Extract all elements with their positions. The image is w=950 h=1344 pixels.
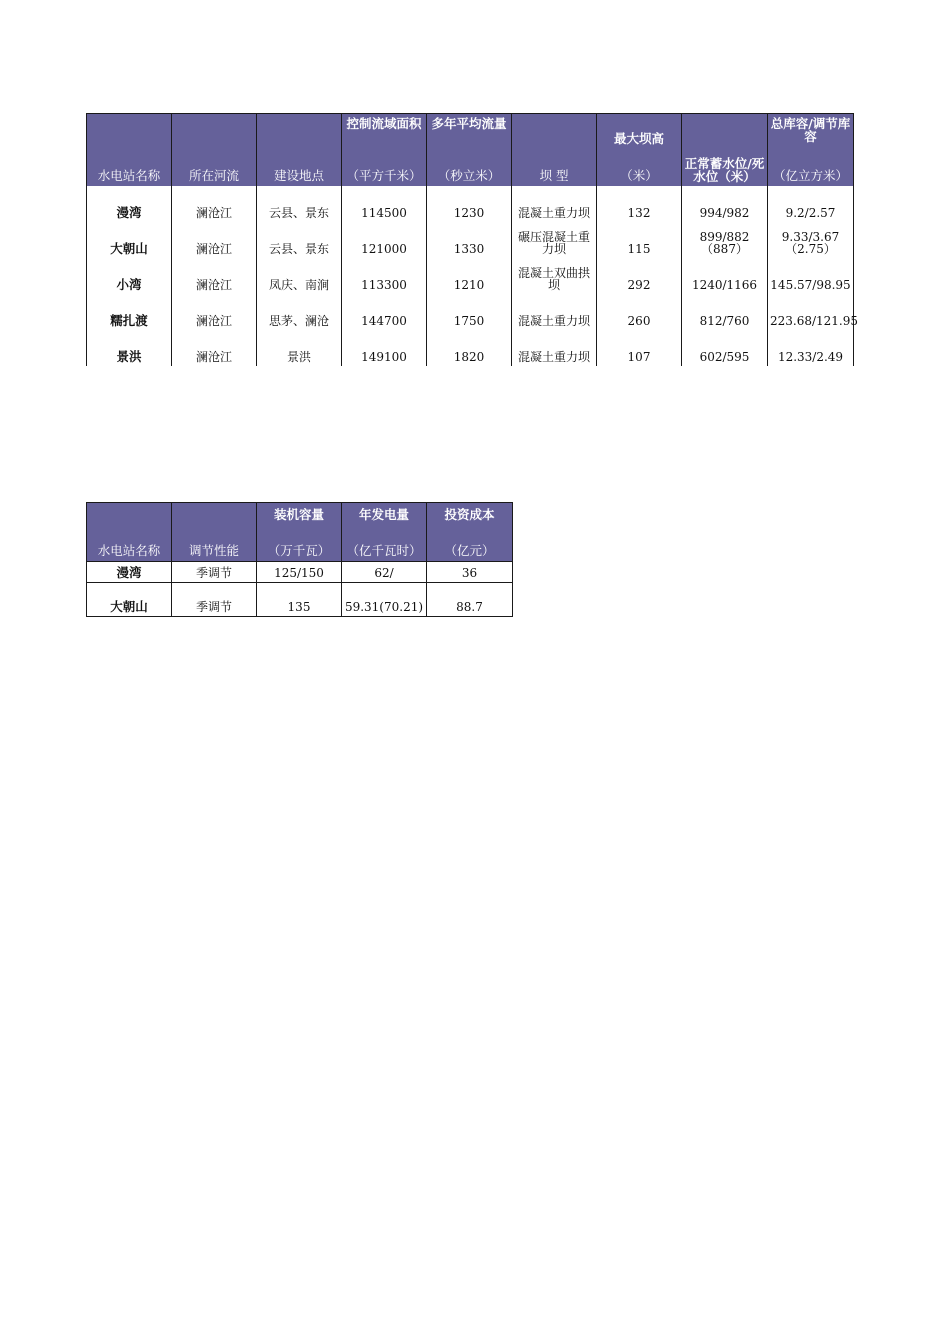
cell-river: 澜沧江 bbox=[172, 222, 257, 258]
header-regulation: 调节性能 bbox=[172, 503, 257, 562]
cell-max-dam-height: 107 bbox=[597, 330, 682, 366]
cell-storage-capacity: 9.33/3.67（2.75） bbox=[768, 222, 854, 258]
cell-mean-flow: 1230 bbox=[427, 186, 512, 222]
cell-investment-cost: 88.7 bbox=[427, 583, 513, 617]
header-station-name: 水电站名称 bbox=[87, 503, 172, 562]
cell-basin-area: 149100 bbox=[342, 330, 427, 366]
cell-water-levels: 812/760 bbox=[682, 294, 768, 330]
cell-water-levels: 602/595 bbox=[682, 330, 768, 366]
header-max-dam-height: 最大坝高 （米） bbox=[597, 114, 682, 187]
cell-mean-flow: 1210 bbox=[427, 258, 512, 294]
header-storage-capacity: 总库容/调节库容 （亿立方米） bbox=[768, 114, 854, 187]
cell-water-levels: 899/882（887） bbox=[682, 222, 768, 258]
header-mean-flow: 多年平均流量 （秒立米） bbox=[427, 114, 512, 187]
cell-annual-generation: 62/ bbox=[342, 562, 427, 583]
header-dam-type: 坝 型 bbox=[512, 114, 597, 187]
header-annual-generation: 年发电量 （亿千瓦时） bbox=[342, 503, 427, 562]
cell-station: 糯扎渡 bbox=[87, 294, 172, 330]
cell-river: 澜沧江 bbox=[172, 186, 257, 222]
header-installed-capacity: 装机容量 （万千瓦） bbox=[257, 503, 342, 562]
cell-dam-type: 混凝土重力坝 bbox=[512, 186, 597, 222]
cell-storage-capacity: 12.33/2.49 bbox=[768, 330, 854, 366]
cell-location: 凤庆、南涧 bbox=[257, 258, 342, 294]
cell-dam-type: 混凝土重力坝 bbox=[512, 330, 597, 366]
header-basin-area: 控制流域面积 （平方千米） bbox=[342, 114, 427, 187]
cell-station: 大朝山 bbox=[87, 222, 172, 258]
cell-river: 澜沧江 bbox=[172, 330, 257, 366]
cell-annual-generation: 59.31(70.21) bbox=[342, 583, 427, 617]
cell-storage-capacity: 145.57/98.95 bbox=[768, 258, 854, 294]
table-header-row bbox=[87, 114, 854, 187]
cell-mean-flow: 1750 bbox=[427, 294, 512, 330]
cell-regulation: 季调节 bbox=[172, 562, 257, 583]
cell-max-dam-height: 115 bbox=[597, 222, 682, 258]
cell-storage-capacity: 223.68/121.95 bbox=[768, 294, 854, 330]
cell-basin-area: 121000 bbox=[342, 222, 427, 258]
cell-river: 澜沧江 bbox=[172, 258, 257, 294]
cell-location: 景洪 bbox=[257, 330, 342, 366]
header-water-levels: 正常蓄水位/死水位（米） bbox=[682, 114, 768, 187]
cell-investment-cost: 36 bbox=[427, 562, 513, 583]
cell-max-dam-height: 292 bbox=[597, 258, 682, 294]
cell-max-dam-height: 132 bbox=[597, 186, 682, 222]
cell-water-levels: 994/982 bbox=[682, 186, 768, 222]
cell-installed-capacity: 125/150 bbox=[257, 562, 342, 583]
table-row bbox=[87, 562, 513, 583]
header-station-name: 水电站名称 bbox=[87, 114, 172, 187]
cell-mean-flow: 1820 bbox=[427, 330, 512, 366]
cell-basin-area: 114500 bbox=[342, 186, 427, 222]
cell-installed-capacity: 135 bbox=[257, 583, 342, 617]
cell-max-dam-height: 260 bbox=[597, 294, 682, 330]
cell-water-levels: 1240/1166 bbox=[682, 258, 768, 294]
cell-station: 大朝山 bbox=[87, 583, 172, 617]
cell-basin-area: 113300 bbox=[342, 258, 427, 294]
table-row bbox=[87, 258, 854, 294]
cell-dam-type: 混凝土双曲拱坝 bbox=[512, 258, 597, 294]
cell-location: 云县、景东 bbox=[257, 222, 342, 258]
cell-basin-area: 144700 bbox=[342, 294, 427, 330]
cell-location: 云县、景东 bbox=[257, 186, 342, 222]
cell-mean-flow: 1330 bbox=[427, 222, 512, 258]
cell-regulation: 季调节 bbox=[172, 583, 257, 617]
table-row bbox=[87, 294, 854, 330]
cell-river: 澜沧江 bbox=[172, 294, 257, 330]
header-investment-cost: 投资成本 （亿元） bbox=[427, 503, 513, 562]
cell-location: 思茅、澜沧 bbox=[257, 294, 342, 330]
cell-storage-capacity: 9.2/2.57 bbox=[768, 186, 854, 222]
cell-dam-type: 碾压混凝土重力坝 bbox=[512, 222, 597, 258]
header-location: 建设地点 bbox=[257, 114, 342, 187]
table-row bbox=[87, 583, 513, 617]
cell-station: 漫湾 bbox=[87, 562, 172, 583]
cell-station: 漫湾 bbox=[87, 186, 172, 222]
cell-station: 小湾 bbox=[87, 258, 172, 294]
table-row bbox=[87, 222, 854, 258]
cell-dam-type: 混凝土重力坝 bbox=[512, 294, 597, 330]
hydropower-station-table bbox=[86, 113, 859, 366]
table-row bbox=[87, 330, 854, 366]
table-header-row bbox=[87, 503, 513, 562]
cell-station: 景洪 bbox=[87, 330, 172, 366]
table-row bbox=[87, 186, 854, 222]
header-river: 所在河流 bbox=[172, 114, 257, 187]
capacity-investment-table bbox=[86, 502, 513, 617]
